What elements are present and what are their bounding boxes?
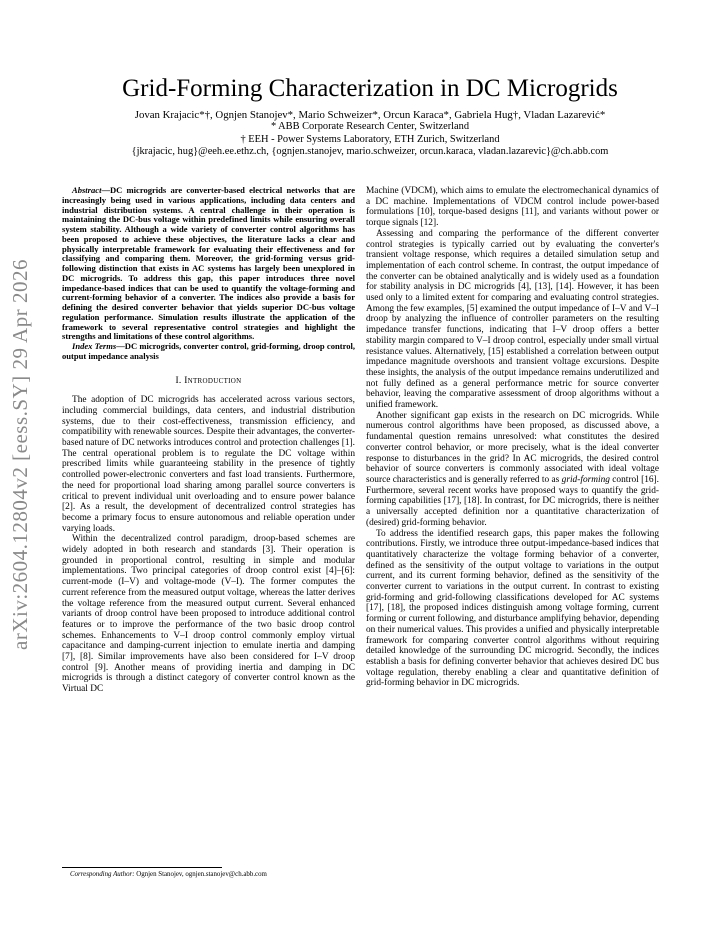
author-emails: {jkrajacic, hug}@eeh.ee.ethz.ch, {ognjen.stanojev, mario.schweizer, orcun.karaca, vladan.lazarevic}@ch.abb.com [131,146,609,158]
author-block [40,109,700,159]
arxiv-identifier-stamp [6,240,32,650]
abstract [62,186,355,342]
footnote [70,871,370,878]
abstract-text: —DC microgrids are converter-based electrical networks that are increasingly being used in various applications, including data centers and industrial distribution systems. A central challenge in their operation is maintaining the DC-bus voltage within predefined limits while ensuring overall system stability. Although a wide variety of converter control algorithms has been proposed to achieve these objectives, the literature lacks a clear and physically interpretable framework for evaluating their effectiveness and for classifying and comparing them. Moreover, the grid-forming versus grid-following distinction that exists in AC systems has largely been unexplored in DC microgrids. To address this gap, this paper introduces three novel impedance-based indices that can be used to quantify the voltage-forming and current-forming behavior of a converter. The indices also provide a basis for defining the desired converter behavior that yields superior DC-bus voltage regulation performance. Simulation results illustrate the application of the framework to several representative control strategies and highlight the strengths and limitations of these control algorithms. [62,185,355,342]
index-terms-label: Index Terms [72,341,117,351]
intro-paragraph-4 [366,411,659,529]
intro-paragraph-2-continued: Machine (VDCM), which aims to emulate the electromechanical dynamics of a DC machine. Implementations of VDCM control include power-based formulations [10], torque-based designs [11], and variants without power or torque signals [12]. [366,186,659,229]
affiliation-abb: * ABB Corporate Research Center, Switzerland [270,121,470,133]
right-column [366,186,659,689]
section-heading-introduction: I. Introduction [175,375,242,386]
index-terms [62,342,355,362]
grid-forming-term: grid-forming [561,474,610,485]
footnote-text: Ognjen Stanojev, ognjen.stanojev@ch.abb.com [134,871,267,878]
intro-paragraph-2: Within the decentralized control paradigm, droop-based schemes are widely adopted in both research and standards [3]. Their operation is grounded in proportional control, resulting in simple and modular implementations. Two principal categories of droop control exist [4]–[6]: current-mode (I–V) and voltage-mode (V–I). The former computes the current reference from the measured output voltage, whereas the latter derives the voltage reference from the measured output current. Several enhanced variants of droop control have been proposed to introduce additional control features or to improve the performance of the two basic droop control schemes. Enhancements to V–I droop control commonly employ virtual capacitance and damping-current injection to emulate inertia and damping [7], [8]. Similar improvements have also been considered for I–V droop control [9]. Another means of providing inertia and damping in DC microgrids is through a distinct category of converter control known as the Virtual DC [62,534,355,695]
author-names: Jovan Krajacic*†, Ognjen Stanojev*, Mario Schweizer*, Orcun Karaca*, Gabriela Hug†, Vladan Lazarević* [134,109,606,121]
index-terms-text: —DC microgrids, converter control, grid-forming, droop control, output impedance analysis [62,341,355,361]
left-column [62,186,355,695]
intro-paragraph-4-a: Another significant gap exists in the research on DC microgrids. While numerous control algorithms have been proposed, as discussed above, a fundamental question remains unresolved: what constitutes the desired converter control behavior, or more precisely, what is the ideal converter response to disturbances in the grid? In AC microgrids, the desired control behavior of source converters is commonly associated with ideal voltage source characteristics and is generally referred to as [366,410,659,485]
intro-paragraph-5: To address the identified research gaps, this paper makes the following contributions. Firstly, we introduce three output-impedance-based indices that quantitatively characterize the voltage forming behavior of a converter, defined as the sensitivity of the output voltage to variations in the output current, and its current forming behavior, defined as the sensitivity of the converter current to variations in the output current. In contrast to existing grid-forming and grid-following classifications developed for AC systems [17], [18], the proposed indices distinguish among voltage forming, current forming or current following, and disturbance amplifying behavior, depending on their numerical values. This provides a unified and physically interpretable framework for comparing converter control algorithms without requiring detailed knowledge of the surrounding DC microgrid. Secondly, the indices establish a basis for defining converter behavior that achieves desired DC bus voltage regulation, thereby enabling a clear and quantitative definition of grid-forming behavior in DC microgrids. [366,528,659,689]
affiliation-eth: † EEH - Power Systems Laboratory, ETH Zurich, Switzerland [240,133,500,145]
intro-paragraph-3: Assessing and comparing the performance of the different converter control strategies is typically carried out by evaluating the converter's transient voltage response, which requires a detailed simulation setup and implementation of each control scheme. In contrast, the output impedance of the converter can be obtained analytically and is widely used as a foundation for stability analysis in DC microgrids [4], [13], [14]. However, it has been used only to a limited extent for comparing and evaluating control strategies. Among the few examples, [5] examined the output impedance of I–V and V–I droop by analyzing the influence of controller parameters on the resulting impedance transfer functions, indicating that I–V droop offers a better stability margin compared to V–I droop control, especially under small virtual resistance values. Alternatively, [15] established a correlation between output impedance magnitude overshoots and transient voltage excursions. Despite these insights, the analysis of the output impedance remains underutilized and not fully defined as a general performance metric for source converter behavior, leaving the comparative assessment of droop algorithms without a unified framework. [366,228,659,411]
intro-paragraph-4-b: control [16]. Furthermore, several recent works have proposed ways to quantify the grid-forming capabilities [17], [18]. In contrast, for DC microgrids, there is neither a universally accepted definition nor a quantitative characterization of (desired) grid-forming behavior. [366,474,659,528]
arxiv-identifier-text: arXiv:2604.12804v2 [eess.SY] 29 Apr 2026 [8,259,32,650]
footnote-label: Corresponding Author: [70,871,135,878]
footnote-rule [62,867,222,868]
paper-title: Grid-Forming Characterization in DC Microgrids [122,74,618,102]
abstract-label: Abstract [72,185,102,195]
intro-paragraph-1: The adoption of DC microgrids has accelerated across various sectors, including commercial buildings, data centers, and industrial distribution systems, due to their cost-effectiveness, transmission efficiency, and compatibility with renewable sources. Despite their advantages, the converter-based nature of DC networks introduces control and protection challenges [1]. The central operational problem is to regulate the DC voltage within prescribed limits while guaranteeing stability in the presence of tightly controlled power-electronic converters and fast load transients. Furthermore, the need for proportional load sharing among parallel source converters is critical to prevent individual unit overloading and to ensure power balance [2]. As a result, the development of decentralized control strategies has become a primary focus to ensure autonomous and reliable operation under varying loads. [62,395,355,534]
